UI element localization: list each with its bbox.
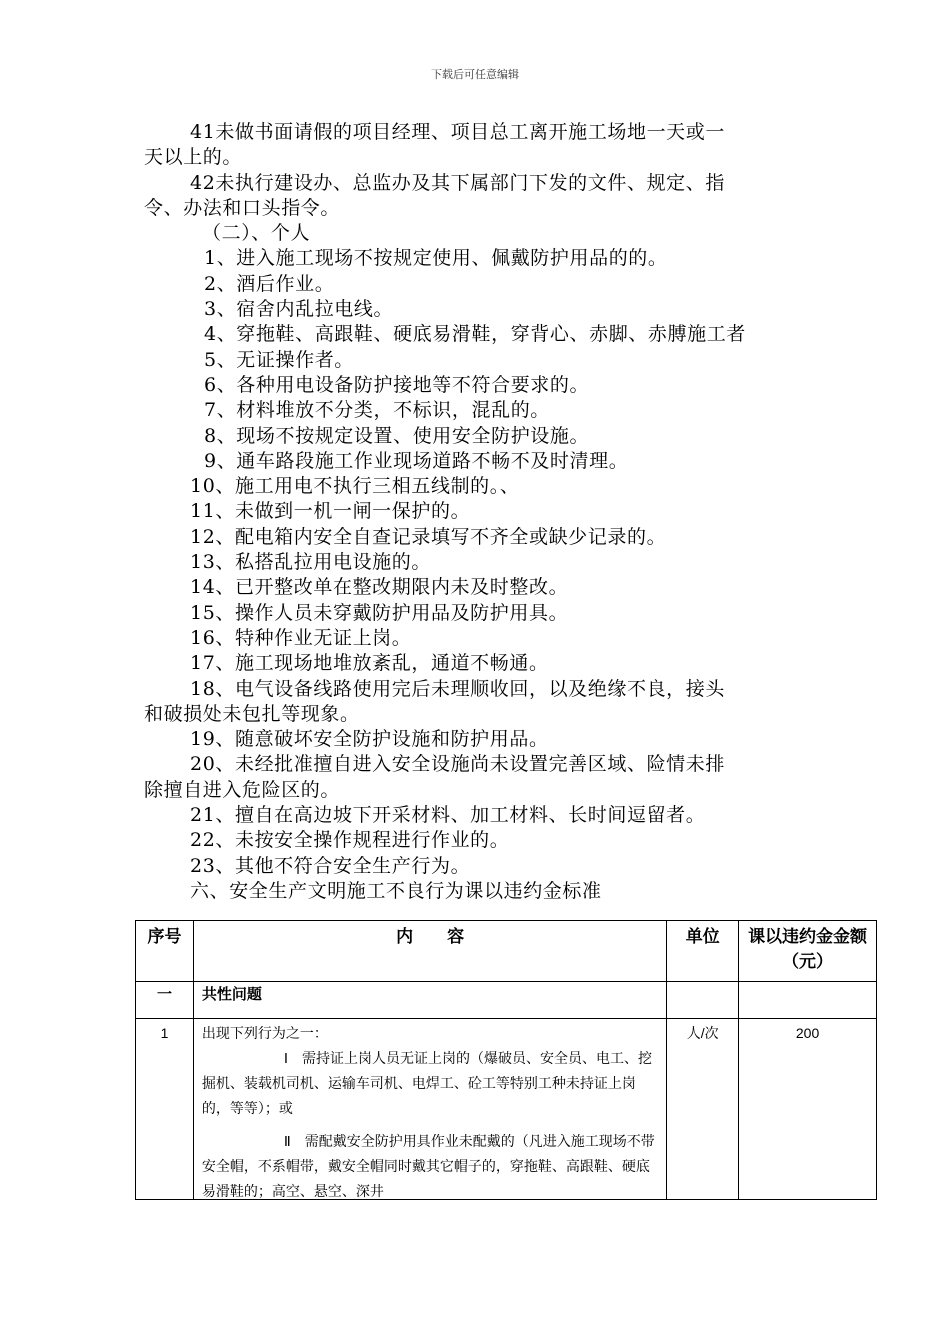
paragraph-line: 15、操作人员未穿戴防护用品及防护用具。 <box>190 601 569 624</box>
paragraph-line: 22、未按安全操作规程进行作业的。 <box>190 829 510 852</box>
header-unit: 单位 <box>667 921 739 982</box>
paragraph-line: 六、安全生产文明施工不良行为课以违约金标准 <box>190 879 602 902</box>
paragraph-line: 17、施工现场地堆放紊乱，通道不畅通。 <box>190 652 549 675</box>
paragraph-line: 20、未经批准擅自进入安全设施尚未设置完善区域、险情未排 <box>190 753 725 776</box>
section-title: 共性问题 <box>193 982 666 1019</box>
header-content: 内 容 <box>193 921 666 982</box>
row-item-2: Ⅱ 需配戴安全防护用具作业未配戴的（凡进入施工现场不带安全帽，不系帽带，戴安全帽同时戴其它帽子的，穿拖鞋、高跟鞋、硬底易滑鞋的；高空、悬空、深井 <box>201 1133 655 1199</box>
row-unit: 人/次 <box>667 1019 739 1200</box>
paragraph-line: 19、随意破坏安全防护设施和防护用品。 <box>190 728 549 751</box>
section-number: 一 <box>136 982 194 1019</box>
paragraph-line: 12、配电箱内安全自查记录填写不齐全或缺少记录的。 <box>190 525 667 548</box>
row-number: 1 <box>136 1019 194 1200</box>
paragraph-line: 23、其他不符合安全生产行为。 <box>190 854 471 877</box>
paragraph-line: 7、材料堆放不分类，不标识，混乱的。 <box>204 399 550 422</box>
header-seq: 序号 <box>136 921 194 982</box>
paragraph-line: 3、宿舍内乱拉电线。 <box>204 298 394 321</box>
header-amount: 课以违约金金额（元） <box>739 921 877 982</box>
paragraph-line: 令、办法和口头指令。 <box>144 196 341 219</box>
paragraph-line: 41未做书面请假的项目经理、项目总工离开施工场地一天或一 <box>190 121 725 143</box>
paragraph-line: 16、特种作业无证上岗。 <box>190 626 412 649</box>
paragraph-line: 14、已开整改单在整改期限内未及时整改。 <box>190 576 569 599</box>
row-content <box>193 1019 666 1200</box>
paragraph-line: 13、私搭乱拉用电设施的。 <box>190 551 431 574</box>
paragraph-line: 9、通车路段施工作业现场道路不畅不及时清理。 <box>204 449 629 472</box>
paragraph-line: 天以上的。 <box>144 146 243 169</box>
table-header-row <box>136 921 877 982</box>
paragraph-line: 21、擅自在高边坡下开采材料、加工材料、长时间逗留者。 <box>190 804 706 827</box>
paragraph-line: 11、未做到一机一闸一保护的。 <box>190 500 471 523</box>
paragraph-line: 6、各种用电设备防护接地等不符合要求的。 <box>204 373 590 396</box>
row-intro: 出现下列行为之一： <box>201 1025 328 1041</box>
paragraph-line: 和破损处未包扎等现象。 <box>144 702 360 725</box>
paragraph-line: 10、施工用电不执行三相五线制的。、 <box>190 475 520 498</box>
paragraph-line: （二）、个人 <box>202 222 311 245</box>
paragraph-line: 8、现场不按规定设置、使用安全防护设施。 <box>204 424 590 447</box>
paragraph-line: 1、进入施工现场不按规定使用、佩戴防护用品的的。 <box>204 247 668 270</box>
paragraph-line: 18、电气设备线路使用完后未理顺收回，以及绝缘不良，接头 <box>190 677 725 700</box>
page-header: 下载后可任意编辑 <box>431 68 519 81</box>
table-section-row <box>136 982 877 1019</box>
paragraph-line: 除擅自进入危险区的。 <box>144 778 341 801</box>
paragraph-line: 5、无证操作者。 <box>204 348 354 371</box>
paragraph-line: 42未执行建设办、总监办及其下属部门下发的文件、规定、指 <box>190 171 725 194</box>
paragraph-line: 4、穿拖鞋、高跟鞋、硬底易滑鞋，穿背心、赤脚、赤膊施工者 <box>204 323 746 346</box>
section-unit-cell <box>667 982 739 1019</box>
paragraph-line: 2、酒后作业。 <box>204 272 335 295</box>
penalty-table <box>135 920 877 1200</box>
section-amount-cell <box>739 982 877 1019</box>
row-amount: 200 <box>739 1019 877 1200</box>
body-text <box>144 120 814 904</box>
row-item-1: Ⅰ 需持证上岗人员无证上岗的（爆破员、安全员、电工、挖掘机、装载机司机、运输车司机、电焊工、砼工等特别工种未持证上岗的，等等）；或 <box>201 1050 653 1116</box>
table-row <box>136 1019 877 1200</box>
